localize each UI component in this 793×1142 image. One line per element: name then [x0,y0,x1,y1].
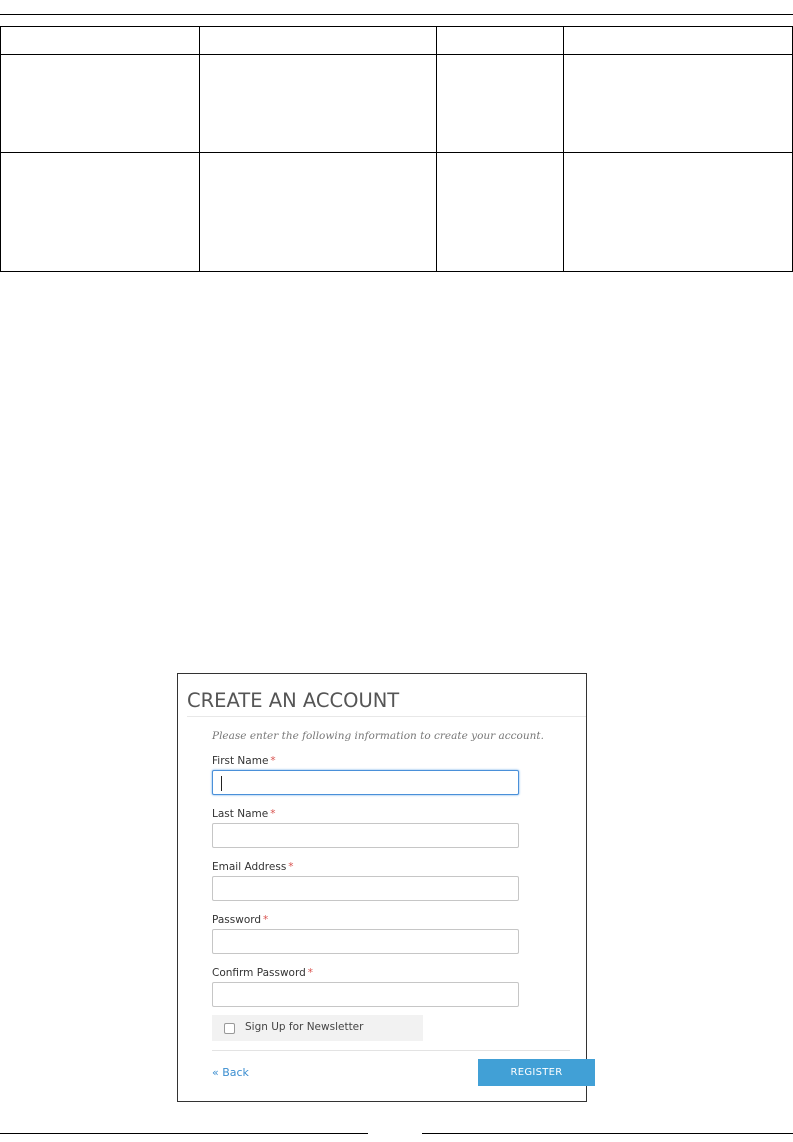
last-name-field[interactable] [212,823,519,848]
table-cell [437,55,564,153]
title-divider [187,716,586,717]
required-marker: * [263,914,269,926]
footer-divider [212,1050,570,1051]
first-name-field[interactable] [212,770,519,795]
confirm-password-field[interactable] [212,982,519,1007]
table-cell [437,27,564,55]
newsletter-checkbox[interactable] [224,1023,235,1034]
text-caret [221,776,222,791]
email-label-text: Email Address [212,861,287,873]
table-cell [200,27,437,55]
newsletter-option[interactable] [212,1015,423,1041]
table-row [1,55,793,153]
table-cell [200,153,437,272]
password-label-text: Password [212,914,262,926]
password-label [212,914,268,926]
last-name-label-text: Last Name [212,808,269,820]
table-row [1,153,793,272]
table-cell [437,153,564,272]
table-cell [564,27,793,55]
footer-rule-right [422,1133,793,1134]
table-cell [1,153,200,272]
first-name-label [212,755,276,767]
email-field[interactable] [212,876,519,901]
document-table [0,26,793,272]
page-title: CREATE AN ACCOUNT [187,689,400,712]
back-link[interactable]: « Back [212,1066,249,1079]
required-marker: * [270,808,276,820]
register-button[interactable]: REGISTER [478,1059,595,1086]
table-cell [1,55,200,153]
required-marker: * [288,861,294,873]
email-label [212,861,294,873]
create-account-screenshot [177,673,587,1102]
first-name-label-text: First Name [212,755,269,767]
table-cell [564,153,793,272]
table-cell [200,55,437,153]
confirm-password-label [212,967,313,979]
newsletter-label: Sign Up for Newsletter [245,1021,364,1033]
table-cell [1,27,200,55]
password-field[interactable] [212,929,519,954]
required-marker: * [270,755,276,767]
intro-text: Please enter the following information to create your account. [212,730,544,742]
confirm-password-label-text: Confirm Password [212,967,306,979]
table-cell [564,55,793,153]
header-rule [0,14,793,15]
required-marker: * [307,967,314,979]
footer-rule-left [0,1133,368,1134]
last-name-label [212,808,275,820]
table-header-row [1,27,793,55]
